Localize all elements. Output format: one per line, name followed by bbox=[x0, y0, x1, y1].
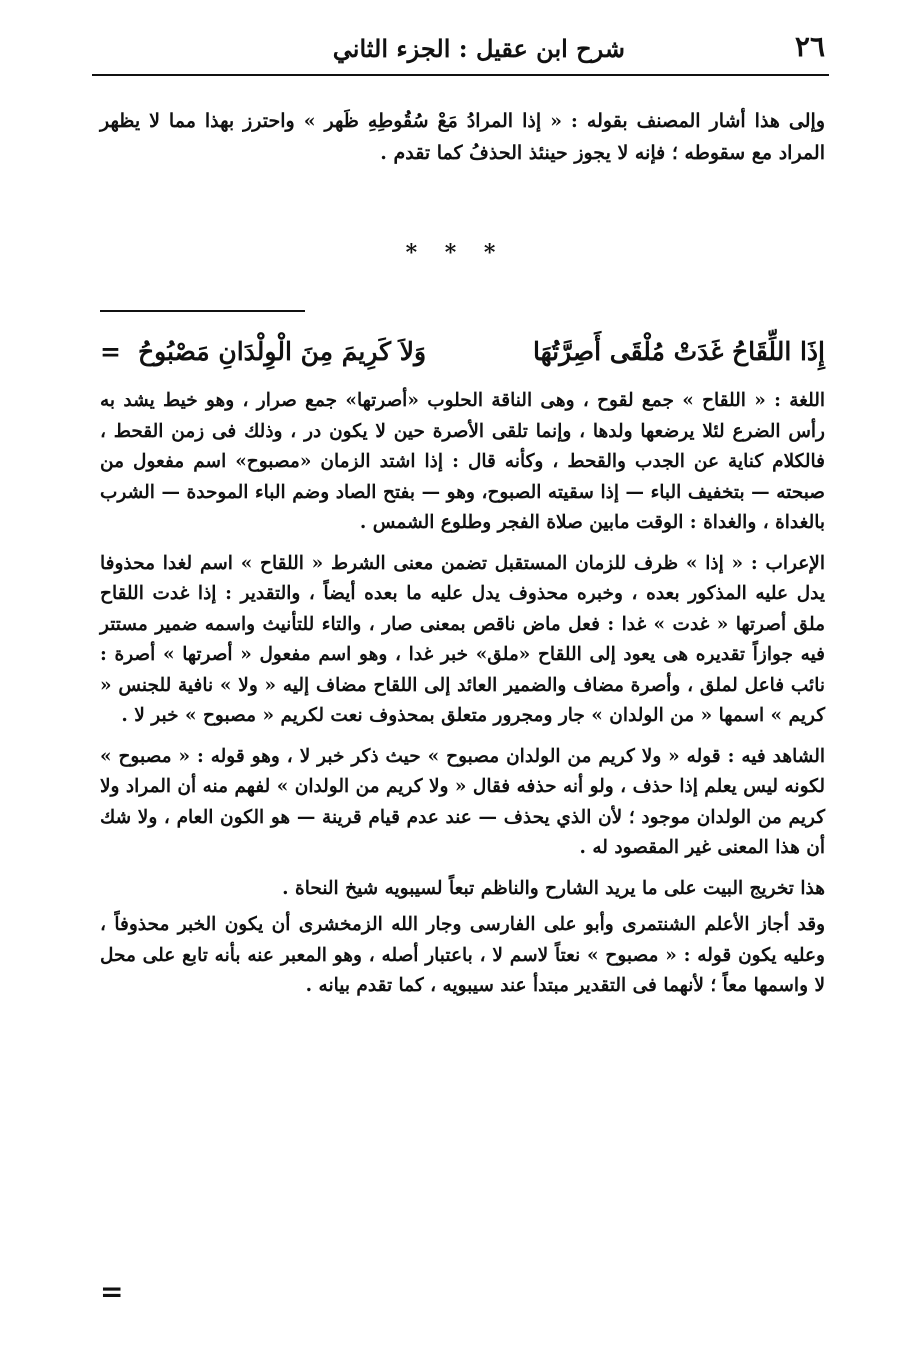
footnote-shahid: الشاهد فيه : قوله « ولا كريم من الولدان مصبوح » حيث ذكر خبر لا ، وهو قوله : « مصبوح » لكونه ليس يعلم إذا حذف ، ولو أنه حذفه فقال « ولا كريم من الولدان » لفهم منه أن المراد ولا كريم من الولدان موجود ؛ لأن الذي يحذف — عند عدم قيام قرينة — هو الكون العام ، ولا شك أن هذا المعنى غير المقصود له . bbox=[100, 745, 825, 858]
footnotes bbox=[100, 310, 825, 1012]
verse-hemistich-second: وَلاَ كَرِيمَ مِنَ الْوِلْدَانِ مَصْبُوحُ bbox=[138, 337, 427, 366]
footnote-lugha: اللغة : « اللقاح » جمع لقوح ، وهى الناقة الحلوب «أصرتها» جمع صرار ، وهو خيط يشد به رأس الضرع لئلا يرضعها ولدها ، وإنما تلقى الأصرة حين لا يكون در ، وذلك فى زمن القحط ، فالكلام كناية عن الجدب والقحط ، وكأنه قال : إذا اشتد الزمان «مصبوح» اسم مفعول من صبحته — بتخفيف الباء — إذا سقيته الصبوح، وهو — بفتح الصاد وضم الباء الموحدة — الشرب بالغداة ، والغداة : الوقت مابين صلاة الفجر وطلوع الشمس . bbox=[100, 390, 825, 533]
verse-hemistich-first: إِذَا اللِّقَاحُ غَدَتْ مُلْقَى أَصِرَّتُهَا bbox=[532, 337, 825, 366]
verse-continuation-marker: = bbox=[100, 337, 121, 366]
main-paragraph: وإلى هذا أشار المصنف بقوله : « إذا المرادُ مَعْ سُقُوطِهِ ظَهر » واحترز بهذا مما لا يظهر المراد مع سقوطه ؛ فإنه لا يجوز حينئذ الحذفُ كما تقدم . bbox=[100, 110, 825, 164]
page-number: ٢٦ bbox=[794, 30, 825, 63]
running-title: شرح ابن عقيل : الجزء الثاني bbox=[332, 34, 625, 63]
header-rule bbox=[92, 74, 829, 76]
footnote-takhrij: هذا تخريج البيت على ما يريد الشارح والناظم تبعاً لسيبويه شيخ النحاة . bbox=[282, 877, 825, 899]
footnote-rule bbox=[100, 310, 305, 312]
main-text bbox=[100, 105, 825, 169]
poetry-verse bbox=[100, 330, 825, 374]
footnote-ajaza: وقد أجاز الأعلم الشنتمرى وأبو على الفارسى وجار الله الزمخشرى أن يكون الخبر محذوفاً ، وعليه يكون قوله : « مصبوح » نعتاً لاسم لا ، باعتبار أصله ، وهو المعبر عنه بأنه تابع على محل لا واسمها معاً ؛ لأنهما فى التقدير مبتدأ عند سيبويه ، كما تقدم بيانه . bbox=[100, 914, 825, 996]
section-separator: * * * bbox=[405, 240, 506, 266]
page-continuation-marker: = bbox=[100, 1275, 124, 1308]
page-header bbox=[96, 26, 825, 76]
footnote-irab: الإعراب : « إذا » ظرف للزمان المستقبل تضمن معنى الشرط « اللقاح » اسم لغدا محذوفا يدل عليه المذكور بعده ، وخبره محذوف يدل عليه ما بعده أيضاً ، والتقدير : إذا غدت اللقاح ملق أصرتها « غدت » غدا : فعل ماض ناقص بمعنى صار ، والتاء للتأنيث واسمه ضمير مستتر فيه جوازاً تقديره هى يعود إلى اللقاح «ملق» خبر غدا ، وهو اسم مفعول « أصرتها » أصرة : نائب فاعل لملق ، وأصرة مضاف والضمير العائد إلى اللقاح مضاف إليه « ولا » نافية للجنس « كريم » اسمها « من الولدان » جار ومجرور متعلق بمحذوف نعت لكريم « مصبوح » خبر لا . bbox=[100, 552, 825, 726]
